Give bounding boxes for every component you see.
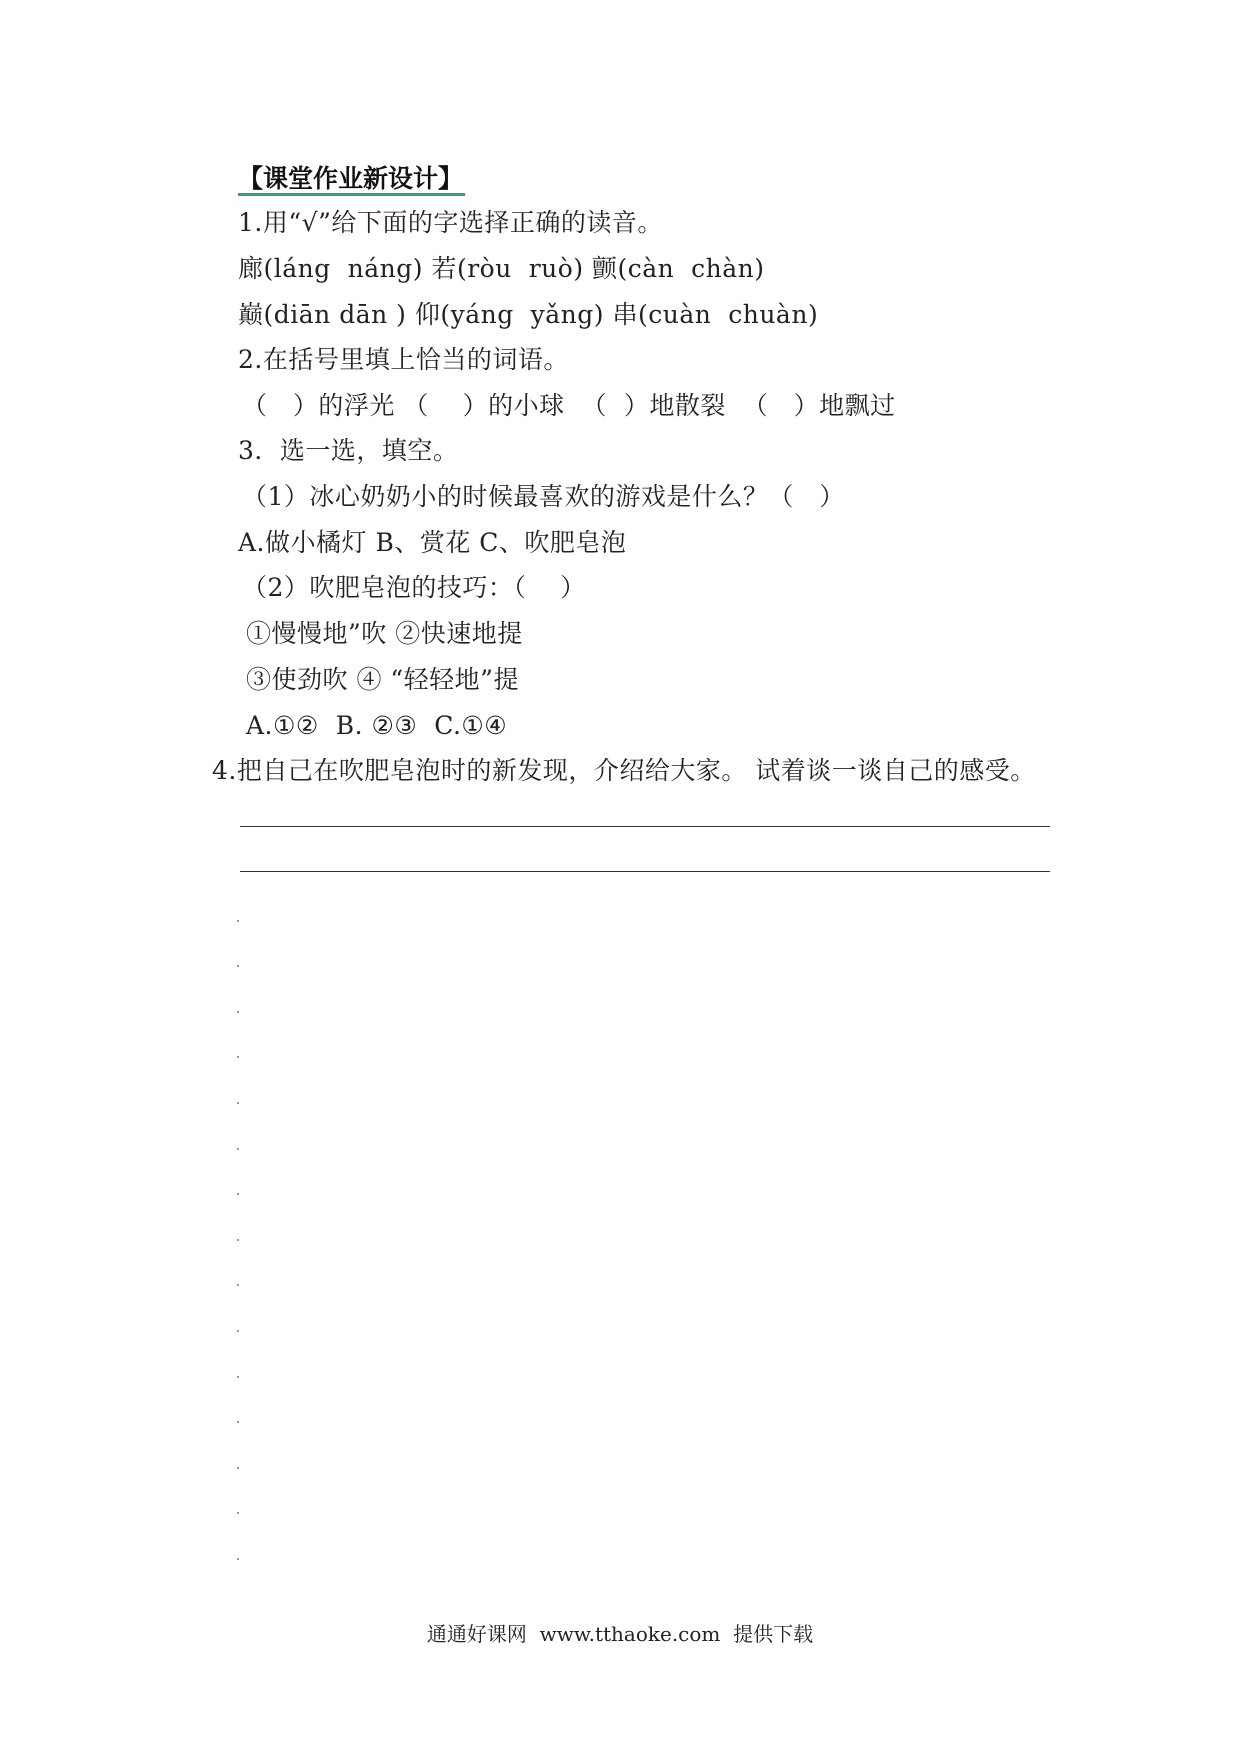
question-1-prompt: 1.用“√”给下面的字选择正确的读音。 xyxy=(238,208,663,237)
answer-line xyxy=(240,871,1050,872)
margin-dot xyxy=(237,920,239,922)
question-1-pinyin-row-2: 巅(diān dān ) 仰(yáng yǎng) 串(cuàn chuàn) xyxy=(238,300,819,329)
section-heading: 【课堂作业新设计】 xyxy=(238,164,464,193)
margin-dot xyxy=(237,1102,239,1104)
question-3-sub-1-question: （1）冰心奶奶小的时候最喜欢的游戏是什么？（ ） xyxy=(242,482,845,511)
margin-dot xyxy=(237,1193,239,1195)
question-3-sub-2-line-2: ③使劲吹 ④ “轻轻地”提 xyxy=(246,665,519,694)
margin-dot xyxy=(237,965,239,967)
answer-line xyxy=(240,826,1050,827)
question-1-pinyin-row-1: 廊(láng náng) 若(ròu ruò) 颤(càn chàn) xyxy=(238,254,765,283)
question-2-blanks: （ ）的浮光 （ ）的小球 （ ）地散裂 （ ）地飘过 xyxy=(242,391,896,420)
margin-dot xyxy=(237,1376,239,1378)
question-3-sub-2-line-1: ①慢慢地”吹 ②快速地提 xyxy=(246,619,523,648)
margin-dot xyxy=(237,1056,239,1058)
margin-dot xyxy=(237,1467,239,1469)
margin-dot xyxy=(237,1239,239,1241)
margin-dot xyxy=(237,1421,239,1423)
margin-dot xyxy=(237,1284,239,1286)
heading-underline xyxy=(238,193,465,196)
margin-dot xyxy=(237,1148,239,1150)
margin-dot xyxy=(237,1558,239,1560)
question-3-sub-1-options: A.做小橘灯 B、赏花 C、吹肥皂泡 xyxy=(238,528,627,557)
question-2-prompt: 2.在括号里填上恰当的词语。 xyxy=(238,345,569,374)
margin-dot xyxy=(237,1512,239,1514)
question-4-prompt: 4.把自己在吹肥皂泡时的新发现，介绍给大家。 试着谈一谈自己的感受。 xyxy=(212,756,1036,785)
margin-dot xyxy=(237,1330,239,1332)
page-footer: 通通好课网 www.tthaoke.com 提供下载 xyxy=(426,1622,814,1646)
margin-dot xyxy=(237,1011,239,1013)
question-3-sub-2-question: （2）吹肥皂泡的技巧：（ ） xyxy=(242,573,586,602)
question-3-sub-2-options: A.①② B. ②③ C.①④ xyxy=(246,711,508,740)
question-3-prompt: 3．选一选，填空。 xyxy=(238,436,459,465)
